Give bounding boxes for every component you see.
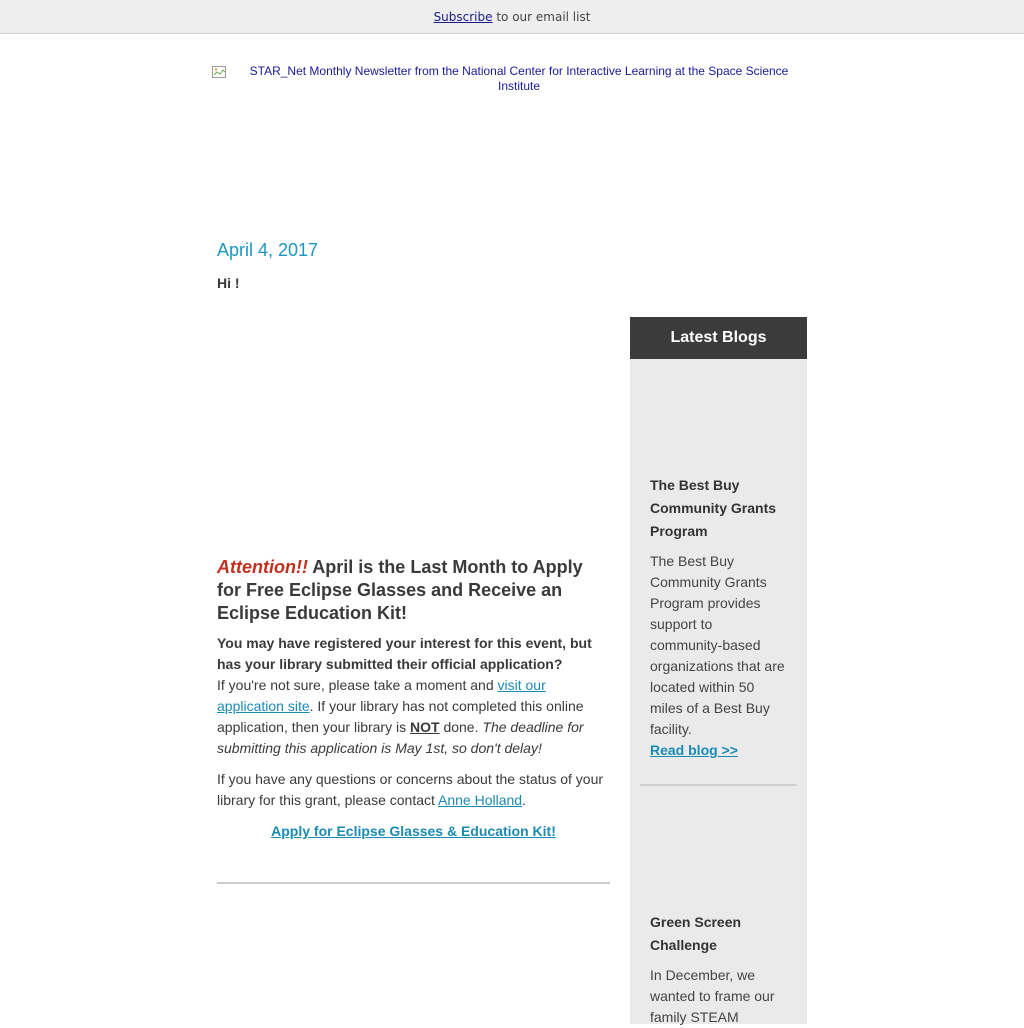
read-blog-link[interactable]: Read blog >> (650, 742, 738, 758)
p2-text-a: If you have any questions or concerns about the status of your library for this grant, please contact (217, 771, 604, 808)
blog-item (650, 474, 787, 761)
latest-blogs-sidebar (630, 317, 807, 1024)
p2-text-b: . (522, 792, 526, 808)
blog-title: Green Screen Challenge (650, 914, 742, 953)
deadline-note: The deadline for submitting this application is May 1st, so don't delay! (217, 719, 584, 756)
blog-body: The Best Buy Community Grants Program provides support to community-based organizations that are located within 50 miles of a Best Buy facility. (650, 553, 785, 737)
newsletter-date: April 4, 2017 (217, 240, 319, 260)
broken-image-icon (212, 66, 228, 80)
p1-text-c: done. (439, 719, 483, 735)
sidebar-divider (640, 784, 797, 786)
blog-item (650, 911, 787, 1028)
section-divider (217, 882, 610, 884)
contact-link[interactable]: Anne Holland (438, 792, 523, 808)
subscribe-link[interactable]: Subscribe (433, 10, 493, 24)
attention-label: Attention!! (217, 557, 308, 577)
not-emphasis: NOT (410, 719, 440, 735)
blog-title: The Best Buy Community Grants Program (650, 477, 777, 539)
newsletter-header-image[interactable] (212, 64, 808, 104)
subscribe-bar (0, 0, 1024, 34)
greeting: Hi ! (217, 275, 240, 291)
header-alt-text: STAR_Net Monthly Newsletter from the National Center for Interactive Learning at the Space Science Institute (249, 64, 789, 93)
p1-text-a: If you're not sure, please take a moment and (217, 677, 498, 693)
article-paragraph-1 (217, 675, 610, 759)
article-intro: You may have registered your interest for this event, but has your library submitted their official application? (217, 635, 592, 672)
application-site-link[interactable]: visit our application site (217, 677, 546, 714)
article-headline (217, 556, 610, 625)
p1-text-b: . If your library has not completed this online application, then your library is (217, 698, 584, 735)
apply-link[interactable]: Apply for Eclipse Glasses & Education Kit! (271, 823, 556, 839)
headline-text: April is the Last Month to Apply for Free Eclipse Glasses and Receive an Eclipse Education Kit! (217, 557, 583, 623)
article-paragraph-2 (217, 769, 610, 811)
blog-body: In December, we wanted to frame our family STEAM (650, 967, 775, 1025)
main-article (217, 556, 610, 842)
subscribe-suffix: to our email list (492, 10, 591, 24)
sidebar-heading: Latest Blogs (630, 317, 807, 359)
